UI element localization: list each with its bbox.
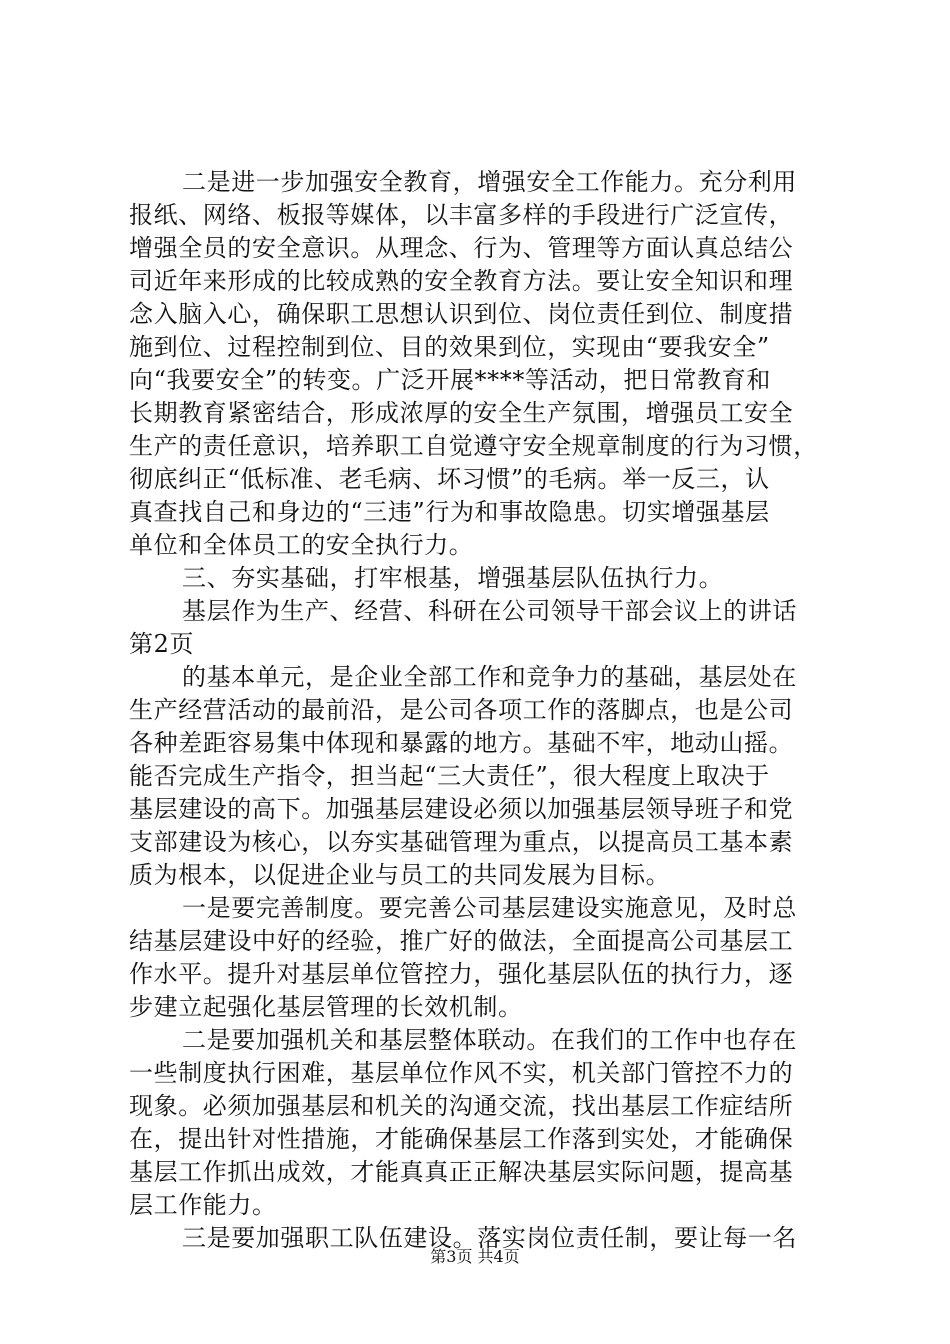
- text-line: 单位和全体员工的安全执行力。: [129, 531, 474, 559]
- text-line: 的基本单元，是企业全部工作和竞争力的基础，基层处在: [182, 663, 797, 691]
- text-line: 质为根本，以促进企业与员工的共同发展为目标。: [129, 861, 671, 889]
- text-line: 向“我要安全”的转变。广泛开展****等活动，把日常教育和: [129, 366, 771, 394]
- text-line: 增强全员的安全意识。从理念、行为、管理等方面认真总结公: [129, 234, 794, 262]
- text-line: 三是要加强职工队伍建设。落实岗位责任制，要让每一名: [182, 1224, 797, 1252]
- page-footer: 第3页 共4页: [430, 1247, 520, 1266]
- text-line: 作水平。提升对基层单位管控力，强化基层队伍的执行力，逐: [129, 960, 794, 988]
- text-line: 一是要完善制度。要完善公司基层建设实施意见，及时总: [182, 894, 797, 922]
- text-line: 层工作能力。: [129, 1191, 277, 1219]
- text-line: 三、夯实基础，打牢根基，增强基层队伍执行力。: [182, 564, 724, 592]
- text-line: 现象。必须加强基层和机关的沟通交流，找出基层工作症结所: [129, 1092, 794, 1120]
- text-line: 司近年来形成的比较成熟的安全教育方法。要让安全知识和理: [129, 267, 794, 295]
- text-line: 二是进一步加强安全教育，增强安全工作能力。充分利用: [182, 168, 797, 196]
- text-line: 二是要加强机关和基层整体联动。在我们的工作中也存在: [182, 1026, 797, 1054]
- text-line: 一些制度执行困难，基层单位作风不实，机关部门管控不力的: [129, 1059, 794, 1087]
- text-line: 生产经营活动的最前沿，是公司各项工作的落脚点，也是公司: [129, 696, 794, 724]
- text-line: 报纸、网络、板报等媒体，以丰富多样的手段进行广泛宣传，: [129, 201, 794, 229]
- text-line: 基层作为生产、经营、科研在公司领导干部会议上的讲话: [182, 597, 797, 625]
- text-line: 念入脑入心，确保职工思想认识到位、岗位责任到位、制度措: [129, 300, 794, 328]
- text-line: 生产的责任意识，培养职工自觉遵守安全规章制度的行为习惯，: [129, 432, 818, 460]
- text-line: 能否完成生产指令，担当起“三大责任”，很大程度上取决于: [129, 762, 770, 790]
- text-line: 彻底纠正“低标准、老毛病、坏习惯”的毛病。举一反三，认: [129, 465, 770, 493]
- text-line: 真查找自己和身边的“三违”行为和事故隐患。切实增强基层: [129, 498, 770, 526]
- text-line: 基层工作抓出成效，才能真真正正解决基层实际问题，提高基: [129, 1158, 794, 1186]
- text-line: 长期教育紧密结合，形成浓厚的安全生产氛围，增强员工安全: [129, 399, 794, 427]
- text-line: 施到位、过程控制到位、目的效果到位，实现由“要我安全”: [129, 333, 770, 361]
- text-line: 基层建设的高下。加强基层建设必须以加强基层领导班子和党: [129, 795, 794, 823]
- text-line: 在，提出针对性措施，才能确保基层工作落到实处，才能确保: [129, 1125, 794, 1153]
- text-line: 结基层建设中好的经验，推广好的做法，全面提高公司基层工: [129, 927, 794, 955]
- document-body: [129, 166, 844, 1255]
- text-line: 各种差距容易集中体现和暴露的地方。基础不牢，地动山摇。: [129, 729, 794, 757]
- text-line: 步建立起强化基层管理的长效机制。: [129, 993, 523, 1021]
- text-line: 第2页: [129, 630, 195, 658]
- text-line: 支部建设为核心，以夯实基础管理为重点，以提高员工基本素: [129, 828, 794, 856]
